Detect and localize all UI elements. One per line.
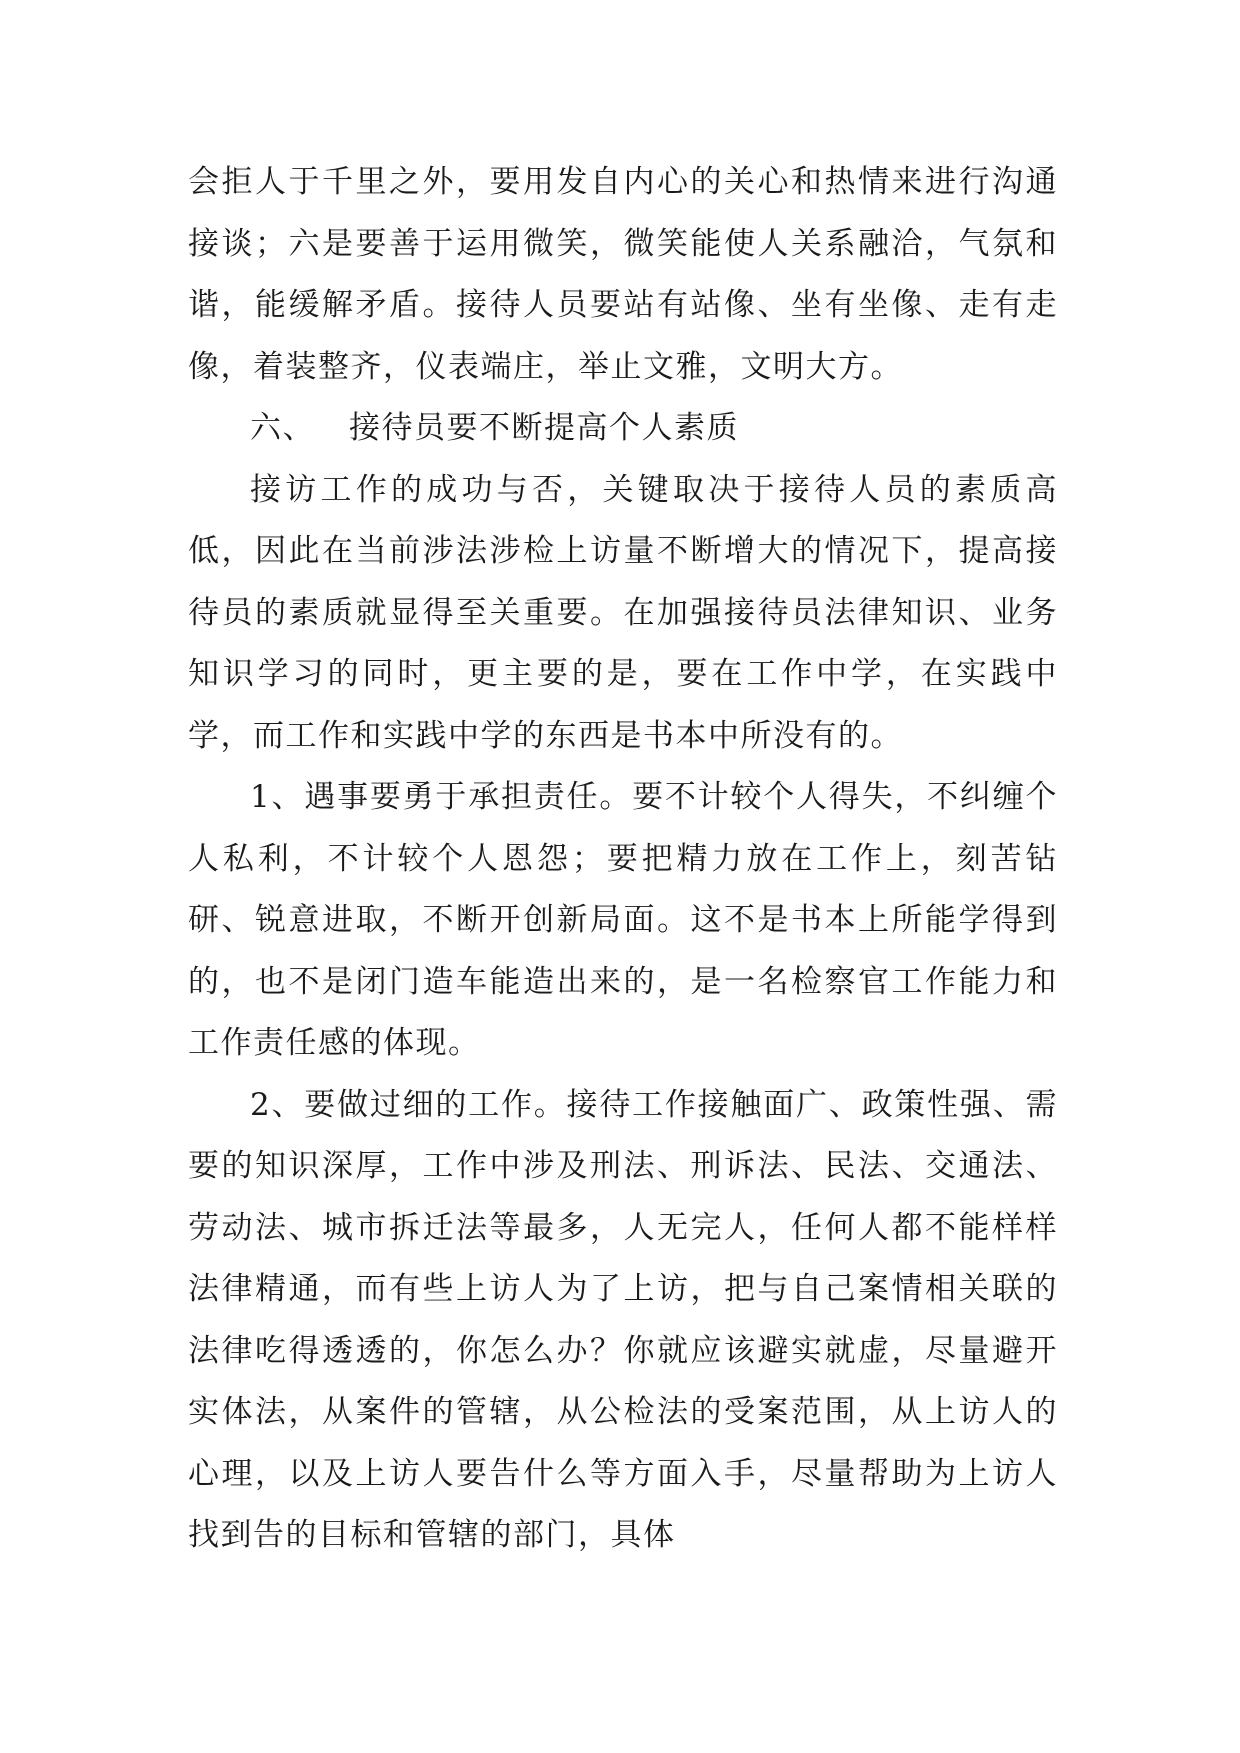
document-body — [188, 152, 1058, 1567]
paragraph-interview-quality: 接访工作的成功与否，关键取决于接待人员的素质高低，因此在当前涉法涉检上访量不断增大的情况下，提高接待员的素质就显得至关重要。在加强接待员法律知识、业务知识学习的同时，更主要的是，要在工作中学，在实践中学，而工作和实践中学的东西是书本中所没有的。 — [188, 471, 1058, 754]
paragraph-continuation: 会拒人于千里之外，要用发自内心的关心和热情来进行沟通接谈；六是要善于运用微笑，微笑能使人关系融洽，气氛和谐，能缓解矛盾。接待人员要站有站像、坐有坐像、走有走像，着装整齐，仪表端庄，举止文雅，文明大方。 — [188, 164, 1058, 385]
section-heading-six: 六、 接待员要不断提高个人素质 — [250, 410, 740, 446]
paragraph-point-1: 1、遇事要勇于承担责任。要不计较个人得失，不纠缠个人私利，不计较个人恩怨；要把精力放在工作上，刻苦钻研、锐意进取，不断开创新局面。这不是书本上所能学得到的，也不是闭门造车能造出来的，是一名检察官工作能力和工作责任感的体现。 — [188, 779, 1058, 1061]
paragraph-point-2: 2、要做过细的工作。接待工作接触面广、政策性强、需要的知识深厚，工作中涉及刑法、刑诉法、民法、交通法、劳动法、城市拆迁法等最多，人无完人，任何人都不能样样法律精通，而有些上访人为了上访，把与自己案情相关联的法律吃得透透的，你怎么办？你就应该避实就虚，尽量避开实体法，从案件的管辖，从公检法的受案范围，从上访人的心理，以及上访人要告什么等方面入手，尽量帮助为上访人找到告的目标和管辖的部门，具体 — [188, 1086, 1058, 1553]
